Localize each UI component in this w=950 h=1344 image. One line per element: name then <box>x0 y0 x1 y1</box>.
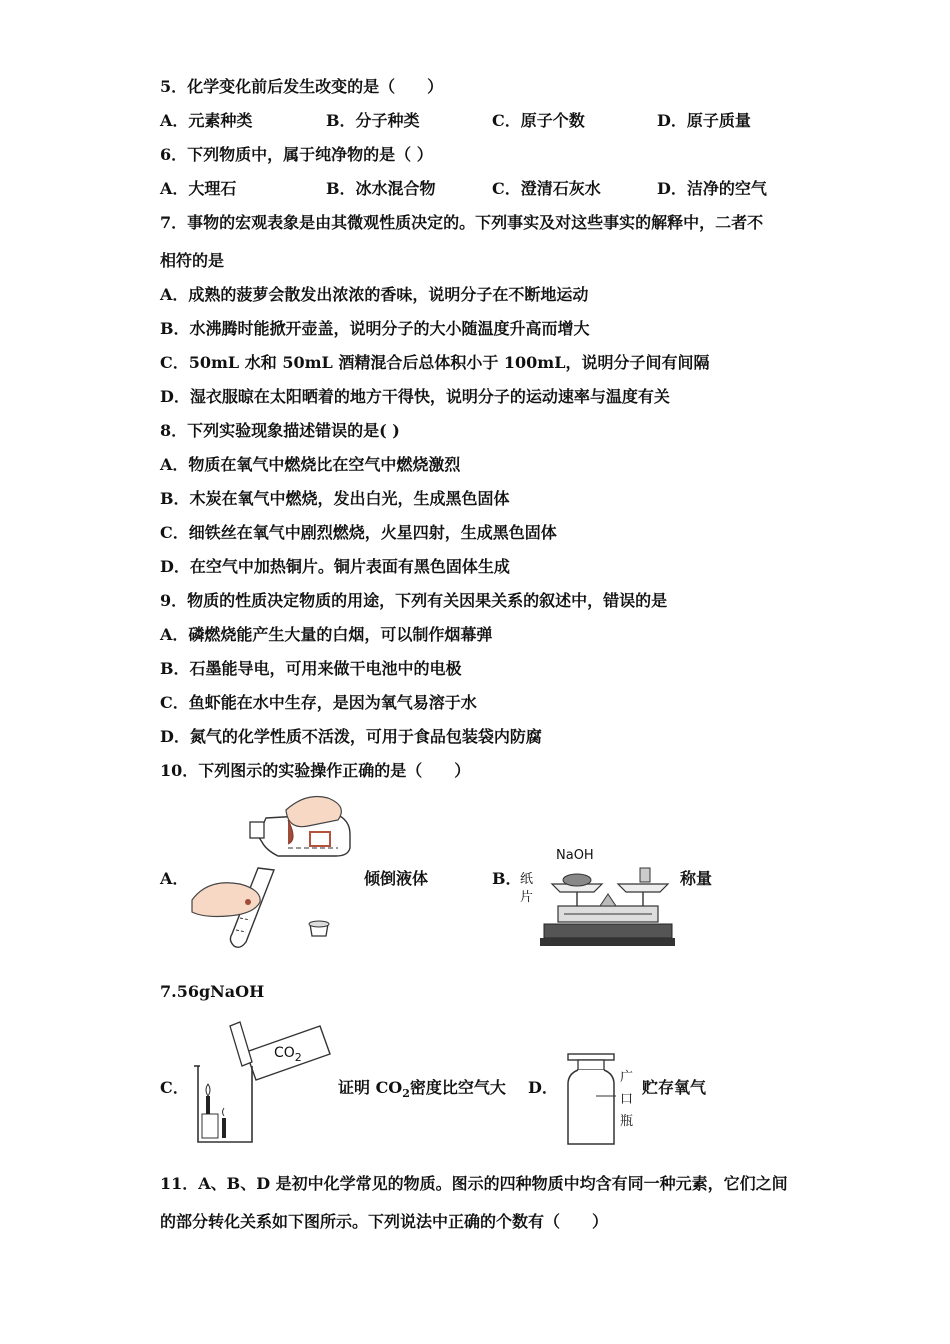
q6-option-d: D．洁净的空气 <box>657 179 767 198</box>
paper-label-2: 片 <box>520 890 534 905</box>
q10-stem: 10．下列图示的实验操作正确的是（ ） <box>160 761 471 780</box>
q7-option-a: A．成熟的菠萝会散发出浓浓的香味，说明分子在不断地运动 <box>160 285 589 304</box>
flame-icon <box>206 1084 210 1096</box>
naoh-pile-icon <box>563 874 591 886</box>
bottle-side-label-2: 口 <box>620 1092 634 1107</box>
q10-option-b-caption: 称量 <box>680 869 713 888</box>
candle-tall-icon <box>206 1096 210 1114</box>
q10-option-c-label: C． <box>160 1078 189 1097</box>
q8-option-b: B．木炭在氧气中燃烧，发出白光，生成黑色固体 <box>160 489 510 508</box>
naoh-label: NaOH <box>556 848 594 863</box>
q9-option-d: D．氮气的化学性质不活泼，可用于食品包装袋内防腐 <box>160 727 542 746</box>
q10-option-d-caption: 贮存氧气 <box>642 1078 707 1097</box>
weight-icon <box>640 868 650 882</box>
q10-option-c-caption: 证明 $CO_2$密度比空气大 <box>338 1078 506 1101</box>
q5-option-d: D．原子质量 <box>657 111 751 130</box>
q5-option-a: A．元素种类 <box>160 111 253 130</box>
q7-option-c: C．50mL 水和 50mL 酒精混合后总体积小于 100mL，说明分子间有间隔 <box>160 353 710 372</box>
pouring-liquid-figure <box>188 790 358 950</box>
q10-option-b-label: B． <box>492 869 522 888</box>
paper-label-1: 纸 <box>520 872 534 887</box>
q7-stem-line1: 7．事物的宏观表象是由其微观性质决定的。下列事实及对这些事实的解释中，二者不 <box>160 213 764 232</box>
wide-mouth-bottle-figure <box>564 1052 618 1146</box>
candle-short-icon <box>222 1118 226 1138</box>
q5-option-b: B．分子种类 <box>326 111 420 130</box>
q5-stem: 5．化学变化前后发生改变的是（ ） <box>160 77 444 96</box>
q8-option-c: C．细铁丝在氧气中剧烈燃烧，火星四射，生成黑色固体 <box>160 523 557 542</box>
q6-option-a: A．大理石 <box>160 179 237 198</box>
q9-option-a: A．磷燃烧能产生大量的白烟，可以制作烟幕弹 <box>160 625 493 644</box>
q7-stem-line2: 相符的是 <box>160 251 225 270</box>
co2-bottle-label: $CO_2$ <box>274 1045 302 1064</box>
q8-option-a: A．物质在氧气中燃烧比在空气中燃烧激烈 <box>160 455 461 474</box>
q9-stem: 9．物质的性质决定物质的用途，下列有关因果关系的叙述中，错误的是 <box>160 591 668 610</box>
q7-option-b: B．水沸腾时能掀开壶盖，说明分子的大小随温度升高而增大 <box>160 319 590 338</box>
q11-stem-line2: 的部分转化关系如下图所示。下列说法中正确的个数有（ ） <box>160 1212 609 1231</box>
hand-bottom-icon <box>192 883 260 917</box>
bottle-side-label-3: 瓶 <box>620 1114 634 1129</box>
q7-option-d: D．湿衣服晾在太阳晒着的地方干得快，说明分子的运动速率与温度有关 <box>160 387 670 406</box>
q6-stem: 6．下列物质中，属于纯净物的是（ ） <box>160 145 433 164</box>
q8-option-d: D．在空气中加热铜片。铜片表面有黑色固体生成 <box>160 557 510 576</box>
co2-beaker-figure <box>190 1018 332 1148</box>
q5-option-c: C．原子个数 <box>492 111 585 130</box>
q9-option-b: B．石墨能导电，可用来做干电池中的电极 <box>160 659 462 678</box>
q9-option-c: C．鱼虾能在水中生存，是因为氧气易溶于水 <box>160 693 477 712</box>
q10-option-b-amount: 7.56gNaOH <box>160 982 265 1001</box>
q10-option-a-label: A． <box>160 869 189 888</box>
balance-figure <box>540 862 675 954</box>
q6-option-b: B．冰水混合物 <box>326 179 436 198</box>
q8-stem: 8．下列实验现象描述错误的是( ) <box>160 421 400 440</box>
bottle-side-label-1: 广 <box>620 1070 634 1085</box>
q10-option-d-label: D． <box>528 1078 558 1097</box>
q10-option-a-caption: 倾倒液体 <box>364 869 429 888</box>
q11-stem-line1: 11．A、B、D 是初中化学常见的物质。图示的四种物质中均含有同一种元素，它们之间 <box>160 1174 788 1193</box>
q6-option-c: C．澄清石灰水 <box>492 179 601 198</box>
